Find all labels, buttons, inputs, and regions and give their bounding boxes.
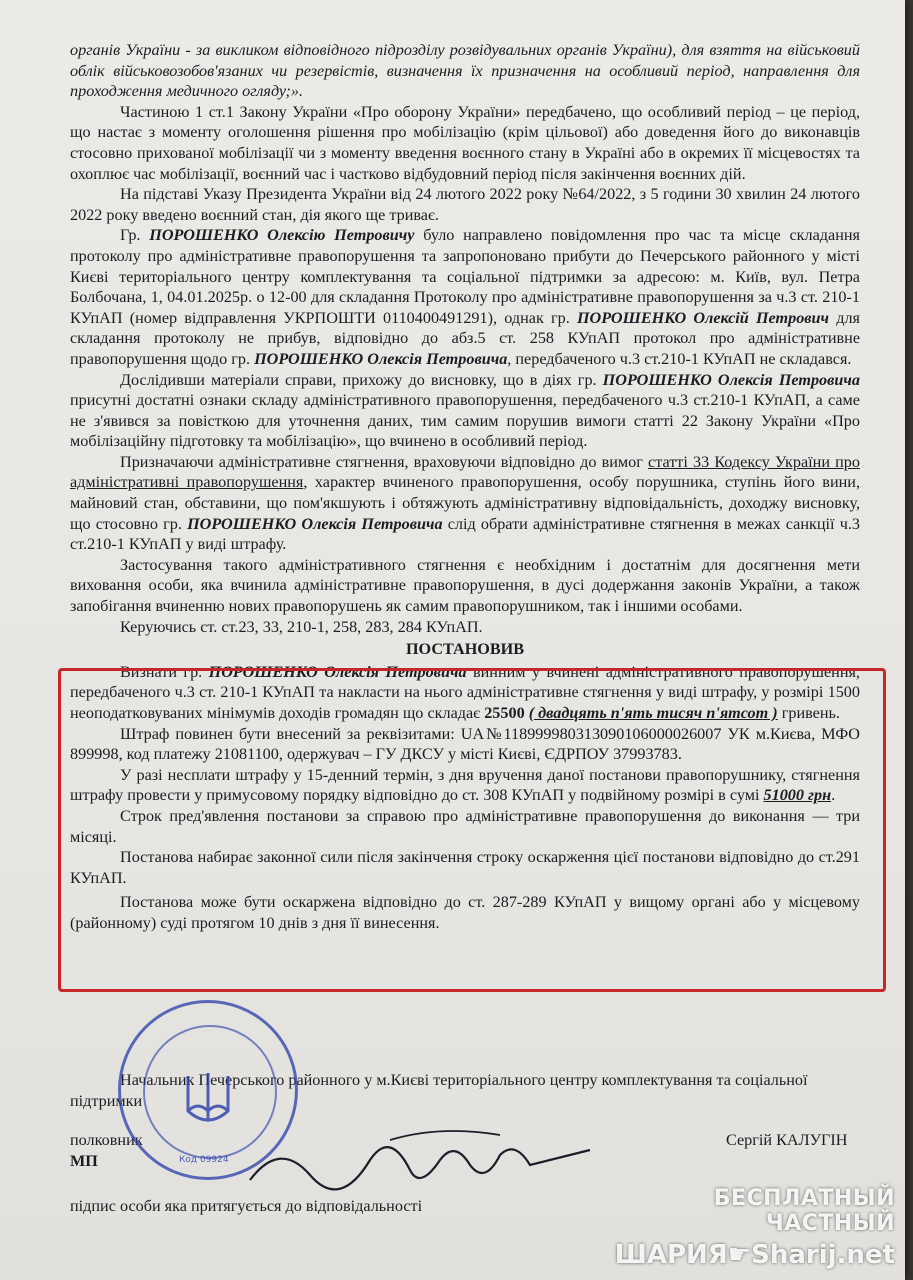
decision-pre: Визнати гр. — [120, 662, 209, 681]
notice-paragraph — [70, 225, 860, 369]
person-name: ПОРОШЕНКО Олексій Петрович — [576, 308, 830, 327]
watermark — [585, 1186, 895, 1270]
double-fine-amount: 51000 грн — [763, 786, 832, 805]
notice-mid2: для складання протоколу не прибув, відповідно до абз.5 ст. 258 КУпАП протокол про адміністративне правопорушення щодо гр. — [70, 308, 860, 368]
signer-position: Начальник Печерського районного у м.Києві територіального центру комплектування та соціальної підтримки — [70, 1071, 808, 1110]
person-name: ПОРОШЕНКО Олексія Петровича — [602, 370, 860, 389]
force-paragraph: Постанова набирає законної сили після закінчення строку оскарження цієї постанови відповідно до ст.291 КУпАП. — [70, 848, 860, 887]
document-body — [70, 40, 860, 934]
watermark-line1: БЕСПЛАТНЫЙ ЧАСТНЫЙ — [713, 1186, 895, 1236]
mp-label: МП — [70, 1152, 98, 1170]
fine-amount: 25500 — [484, 704, 525, 722]
notice-pre: Гр. — [120, 226, 150, 245]
signer-name: Сергій КАЛУГІН — [726, 1131, 848, 1149]
code-article-link[interactable]: статті 33 Кодексу України про адміністративні правопорушення — [70, 452, 860, 492]
term-paragraph: Строк пред'явлення постанови за справою про адміністративне правопорушення до виконання — три місяці. — [70, 806, 860, 846]
decision-end: гривень. — [777, 704, 840, 722]
appeal-paragraph: Постанова може бути оскаржена відповідно до ст. 287-289 КУпАП у вищому органі або у місцевому (районному) суді протягом 10 днів з дня її винесення. — [70, 893, 860, 932]
notice-mid1: було направлено повідомлення про час та місце складання протоколу про адміністративне правопорушення та запропоновано прибути до Печерського районного у місті Києві територіального центру комплектування та соціальної підтримки за адресою: м. Київ, вул. Петра Болбочана, 1, 04.01.2025р. о 12-00 для складання Протоколу про адміністративне правопорушення за ч.3 ст. 210-1 КУпАП (номер відправлення УКРПОШТИ 0110400491291), однак гр. — [70, 226, 860, 327]
nonpayment-end: . — [831, 786, 836, 805]
guided-paragraph: Керуючись ст. ст.23, 33, 210-1, 258, 283, 284 КУпАП. — [120, 617, 483, 636]
penalty-pre: Призначаючи адміністративне стягнення, враховуючи відповідно до вимог — [120, 452, 649, 471]
signer-rank: полковник — [70, 1131, 143, 1149]
penalty-mid: , характер вчиненого правопорушення, особу порушника, ступінь його вини, майновий стан, обставини, що пом'якшують і обтяжують адміністративну відповідальність, доходжу висновку, що стосовно гр. — [70, 473, 860, 533]
application-paragraph: Застосування такого адміністративного стягнення є необхідним і достатнім для досягнення мети виховання особи, яка вчинила адміністративне правопорушення, в дусі додержання законів України, а також запобігання вчиненню нових правопорушень як самим правопорушником, так і іншими особами. — [70, 555, 860, 616]
requisites-paragraph: Штраф повинен бути внесений за реквізитами: UA№118999980313090106000026007 УК м.Києва, МФО 899998, код платежу 21081100, одержувач – ГУ ДКСУ у місті Києві, ЄДРПОУ 37993783. — [70, 724, 860, 764]
nonpayment-pre: У разі несплати штрафу у 15-денний термін, з дня вручення даної постанови правопорушнику, стягнення штрафу провести у примусовому порядку відповідно до ст. 308 КУпАП у подвійному розмірі в сумі — [70, 765, 860, 805]
trident-icon — [183, 1071, 233, 1131]
penalty-end: слід обрати адміністративне стягнення в межах санкції ч.3 ст.210-1 КУпАП у виді штрафу. — [70, 514, 860, 554]
decree-paragraph: На підставі Указу Президента України від 24 лютого 2022 року №64/2022, з 5 години 30 хвилин 24 лютого 2022 року введено воєнний стан, дія якого ще триває. — [70, 185, 860, 224]
penalty-paragraph — [70, 452, 860, 555]
decision-paragraph — [70, 662, 860, 724]
handwritten-signature-icon — [240, 1120, 600, 1200]
person-name: ПОРОШЕНКО Олексію Петровичу — [149, 226, 415, 245]
decision-heading: ПОСТАНОВИВ — [405, 640, 525, 659]
stamp-code: Код 09924 — [179, 1155, 229, 1165]
decision-mid: винним у вчинені адміністративного правопорушення, передбаченого ч.3 ст. 210-1 КУпАП та накласти на нього адміністративне стягнення у виді штрафу, у розмірі 1500 неоподатковуваних мінімумів доходів громадян що складає — [70, 662, 860, 722]
watermark-line2: ШАРИЯ☛Sharij.net — [614, 1240, 895, 1270]
examined-pre: Дослідивши матеріали справи, прихожу до висновку, що в діях гр. — [120, 370, 603, 389]
fine-amount-words: ( двадцять п'ять тисяч п'ятсот ) — [528, 704, 778, 722]
notice-end: , передбаченого ч.3 ст.210-1 КУпАП не складався. — [507, 349, 852, 368]
person-name: ПОРОШЕНКО Олексія Петровича — [208, 662, 467, 681]
person-name: ПОРОШЕНКО Олексія Петровича — [254, 349, 508, 368]
intro-paragraph: органів України - за викликом відповідного підрозділу розвідувальних органів України), для взяття на військовий облік військовозобов'язаних чи резервістів, визначення їх призначення на особливий період, направлення для проходження медичного огляду;». — [70, 41, 860, 101]
examined-paragraph — [70, 370, 860, 452]
signature-footer: підпис особи яка притягується до відповідальності — [70, 1197, 423, 1215]
person-name: ПОРОШЕНКО Олексія Петровича — [187, 514, 443, 533]
nonpayment-paragraph — [70, 765, 860, 806]
special-period-paragraph: Частиною 1 ст.1 Закону України «Про оборону України» передбачено, що особливий період – це період, що настає з моменту оголошення рішення про мобілізацію (крім цільової) або доведення його до виконавців стосовно прихованої мобілізації чи з моменту введення воєнного стану в Україні або в окремих її місцевостях та охоплює час мобілізації, воєнний час і частково відбудовний період після закінчення воєнних дій. — [70, 102, 860, 183]
examined-end: присутні достатні ознаки складу адміністративного правопорушення, передбаченого ч.3 ст.210-1 КУпАП, а саме не з'явився за повісткою для уточнення даних, тим самим порушив вимоги статті 22 Закону України «Про мобілізаційну підготовку та мобілізацію», що вчинено в особливий період. — [70, 391, 860, 451]
